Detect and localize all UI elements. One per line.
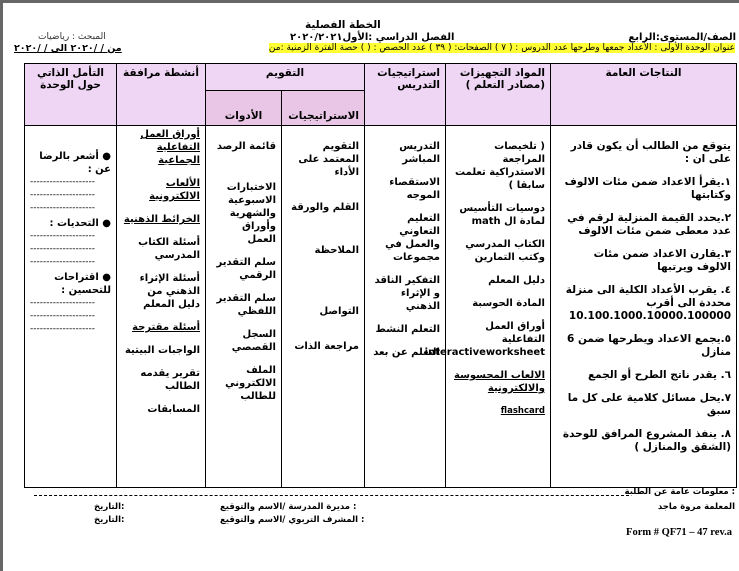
plan-title: الخطة الفصلية — [305, 19, 381, 31]
reflection-satisfied: ● أشعر بالرضا عن : — [39, 151, 111, 175]
eval-tool-item: السجل القصصي — [231, 329, 276, 353]
reflection-suggestions: ● اقتراحات للتحسين : — [54, 272, 111, 296]
header-teaching: استراتيجيات التدريس — [365, 64, 446, 126]
blank-line: -------------------- — [30, 298, 95, 308]
eval-strategy-item: القلم والورقة — [291, 202, 359, 213]
subject: المبحث : رياضيات — [38, 32, 106, 42]
outcome-item: ٣.يقارن الاعداد ضمن مئات الالوف ويرتبها — [593, 248, 731, 273]
activity-item: الألعاب الالكترونية — [149, 178, 200, 202]
material-item: المادة الحوسبة — [472, 298, 545, 309]
eval-tool-item: سلم التقدير الرقمي — [216, 257, 276, 281]
blank-line: -------------------- — [30, 244, 95, 254]
teaching-item: التعليم التعاوني والعمل في مجموعات — [385, 213, 440, 263]
reflection-challenges: ● التحديات : — [49, 218, 111, 229]
material-item: دوسيات التأسيس لمادة ال math — [459, 203, 545, 227]
eval-strategy-item: التقويم المعتمد على الأداء — [298, 141, 359, 178]
outcome-item: ٨. ينفذ المشروع المرافق للوحدة (الشقق والمنازل ) — [562, 428, 731, 453]
date-label: التاريخ: — [94, 515, 125, 525]
material-item: flashcard — [500, 406, 545, 416]
header-eval-tools: الأدوات — [206, 91, 282, 126]
general-info-label: معلومات عامة عن الطلبة : — [624, 487, 735, 497]
material-item: أوراق العمل التفاعلية interactiveworksheet — [424, 321, 545, 358]
form-number: Form # QF71 – 47 rev.a — [626, 527, 732, 538]
material-item: ( تلخيصات المراجعة الاستدراكية تعلمت سابقا ) — [455, 141, 545, 191]
header-activities: أنشطة مرافقة — [117, 64, 206, 126]
eval-strategy-item: التواصل — [319, 306, 359, 317]
activity-item: تقرير يقدمه الطالب — [140, 368, 200, 392]
eval-tool-item: سلم التقدير اللفظي — [216, 293, 276, 317]
header-outcomes: النتاجات العامة — [551, 64, 737, 126]
blank-line: -------------------- — [30, 311, 95, 321]
grade: الصف/المستوى:الرابع — [628, 32, 736, 43]
eval-strategy-item: مراجعة الذات — [294, 341, 359, 352]
header-eval-strategies: الاستراتيجيات — [282, 91, 365, 126]
outcome-item: ٢.يحدد القيمة المنزلية لرقم في عدد معطى ضمن مئات الالوف — [567, 212, 731, 237]
header-reflection: التأمل الذاتي حول الوحدة — [25, 64, 117, 126]
activity-item: أسئلة الإثراء الذهني من دليل المعلم — [139, 273, 200, 310]
activity-item: أوراق العمل التفاعلية الجماعية — [140, 129, 200, 166]
teaching-item: التفكير الناقد و الإثراء الذهني — [374, 275, 440, 312]
unit-info: عنوان الوحدة الأولى : الأعداد جمعها وطرحها عدد الدروس : ( ٧ ) الصفحات: ( ٣٩ ) عدد الحصص : ( ) حصة الفترة الزمنية :من — [268, 43, 735, 53]
material-item: دليل المعلم — [488, 275, 545, 286]
activity-item: الواجبات البيتية — [124, 345, 200, 356]
teaching-item: الاستقصاء الموجه — [389, 177, 440, 201]
activity-item: أسئلة مقترحة — [132, 322, 200, 333]
eval-tool-item: قائمة الرصد — [216, 141, 276, 152]
outcome-item: ٦. يقدر ناتج الطرح أو الجمع — [587, 369, 731, 381]
date-label: التاريخ: — [94, 502, 125, 512]
eval-tool-item: الاختبارات الاسبوعية والشهرية وأوراق العمل — [226, 182, 276, 245]
semester: الفصل الدراسي :الأول٢٠٢٠/٢٠٢١ — [290, 32, 455, 43]
activity-item: المسابقات — [147, 404, 200, 415]
header-materials: المواد التجهيزات (مصادر التعلم ) — [446, 64, 551, 126]
principal-signature: مديرة المدرسة /الاسم والتوقيع : — [220, 502, 357, 512]
teaching-item: التعلم النشط — [375, 324, 440, 335]
teacher-name: المعلمة مروة ماجد — [657, 502, 735, 512]
material-item: الكتاب المدرسي وكتب التمارين — [465, 239, 545, 263]
period-range: من / /٢٠٢٠ الى / /٢٠٢٠ — [14, 43, 122, 54]
plan-table — [24, 63, 737, 488]
teaching-item: التدريس المباشر — [399, 141, 440, 165]
outcome-item: ١.يقرأ الاعداد ضمن مئات الالوف وكتابتها — [564, 176, 731, 201]
header-evaluation: التقويم — [206, 64, 365, 91]
blank-line: -------------------- — [30, 177, 95, 187]
blank-line: -------------------- — [30, 203, 95, 213]
eval-tool-item: الملف الالكتروني للطالب — [225, 365, 276, 402]
blank-line: -------------------- — [30, 231, 95, 241]
blank-line: -------------------- — [30, 324, 95, 334]
outcome-intro: يتوقع من الطالب أن يكون قادر على ان : — [570, 140, 731, 165]
supervisor-signature: المشرف التربوي /الاسم والتوقيع : — [220, 515, 365, 525]
general-info-line — [34, 495, 629, 496]
teaching-item: التعلم عن بعد — [373, 347, 440, 358]
activity-item: الخرائط الذهنية — [123, 214, 200, 225]
outcome-item: ٤. يقرب الأعداد الكلية الى منزلة محددة الى أقرب 10.100.1000.10000.100000 — [565, 284, 731, 322]
blank-line: -------------------- — [30, 190, 95, 200]
outcome-item: ٧.يحل مسائل كلامية على كل ما سبق — [567, 392, 731, 417]
activity-item: أسئلة الكتاب المدرسي — [138, 237, 200, 261]
eval-strategy-item: الملاحظة — [314, 245, 359, 256]
blank-line: -------------------- — [30, 257, 95, 267]
material-item: الالعاب المحسوسة والالكترونية — [454, 370, 545, 394]
outcome-item: ٥.يجمع الاعداد ويطرحها ضمن 6 منازل — [566, 333, 731, 358]
